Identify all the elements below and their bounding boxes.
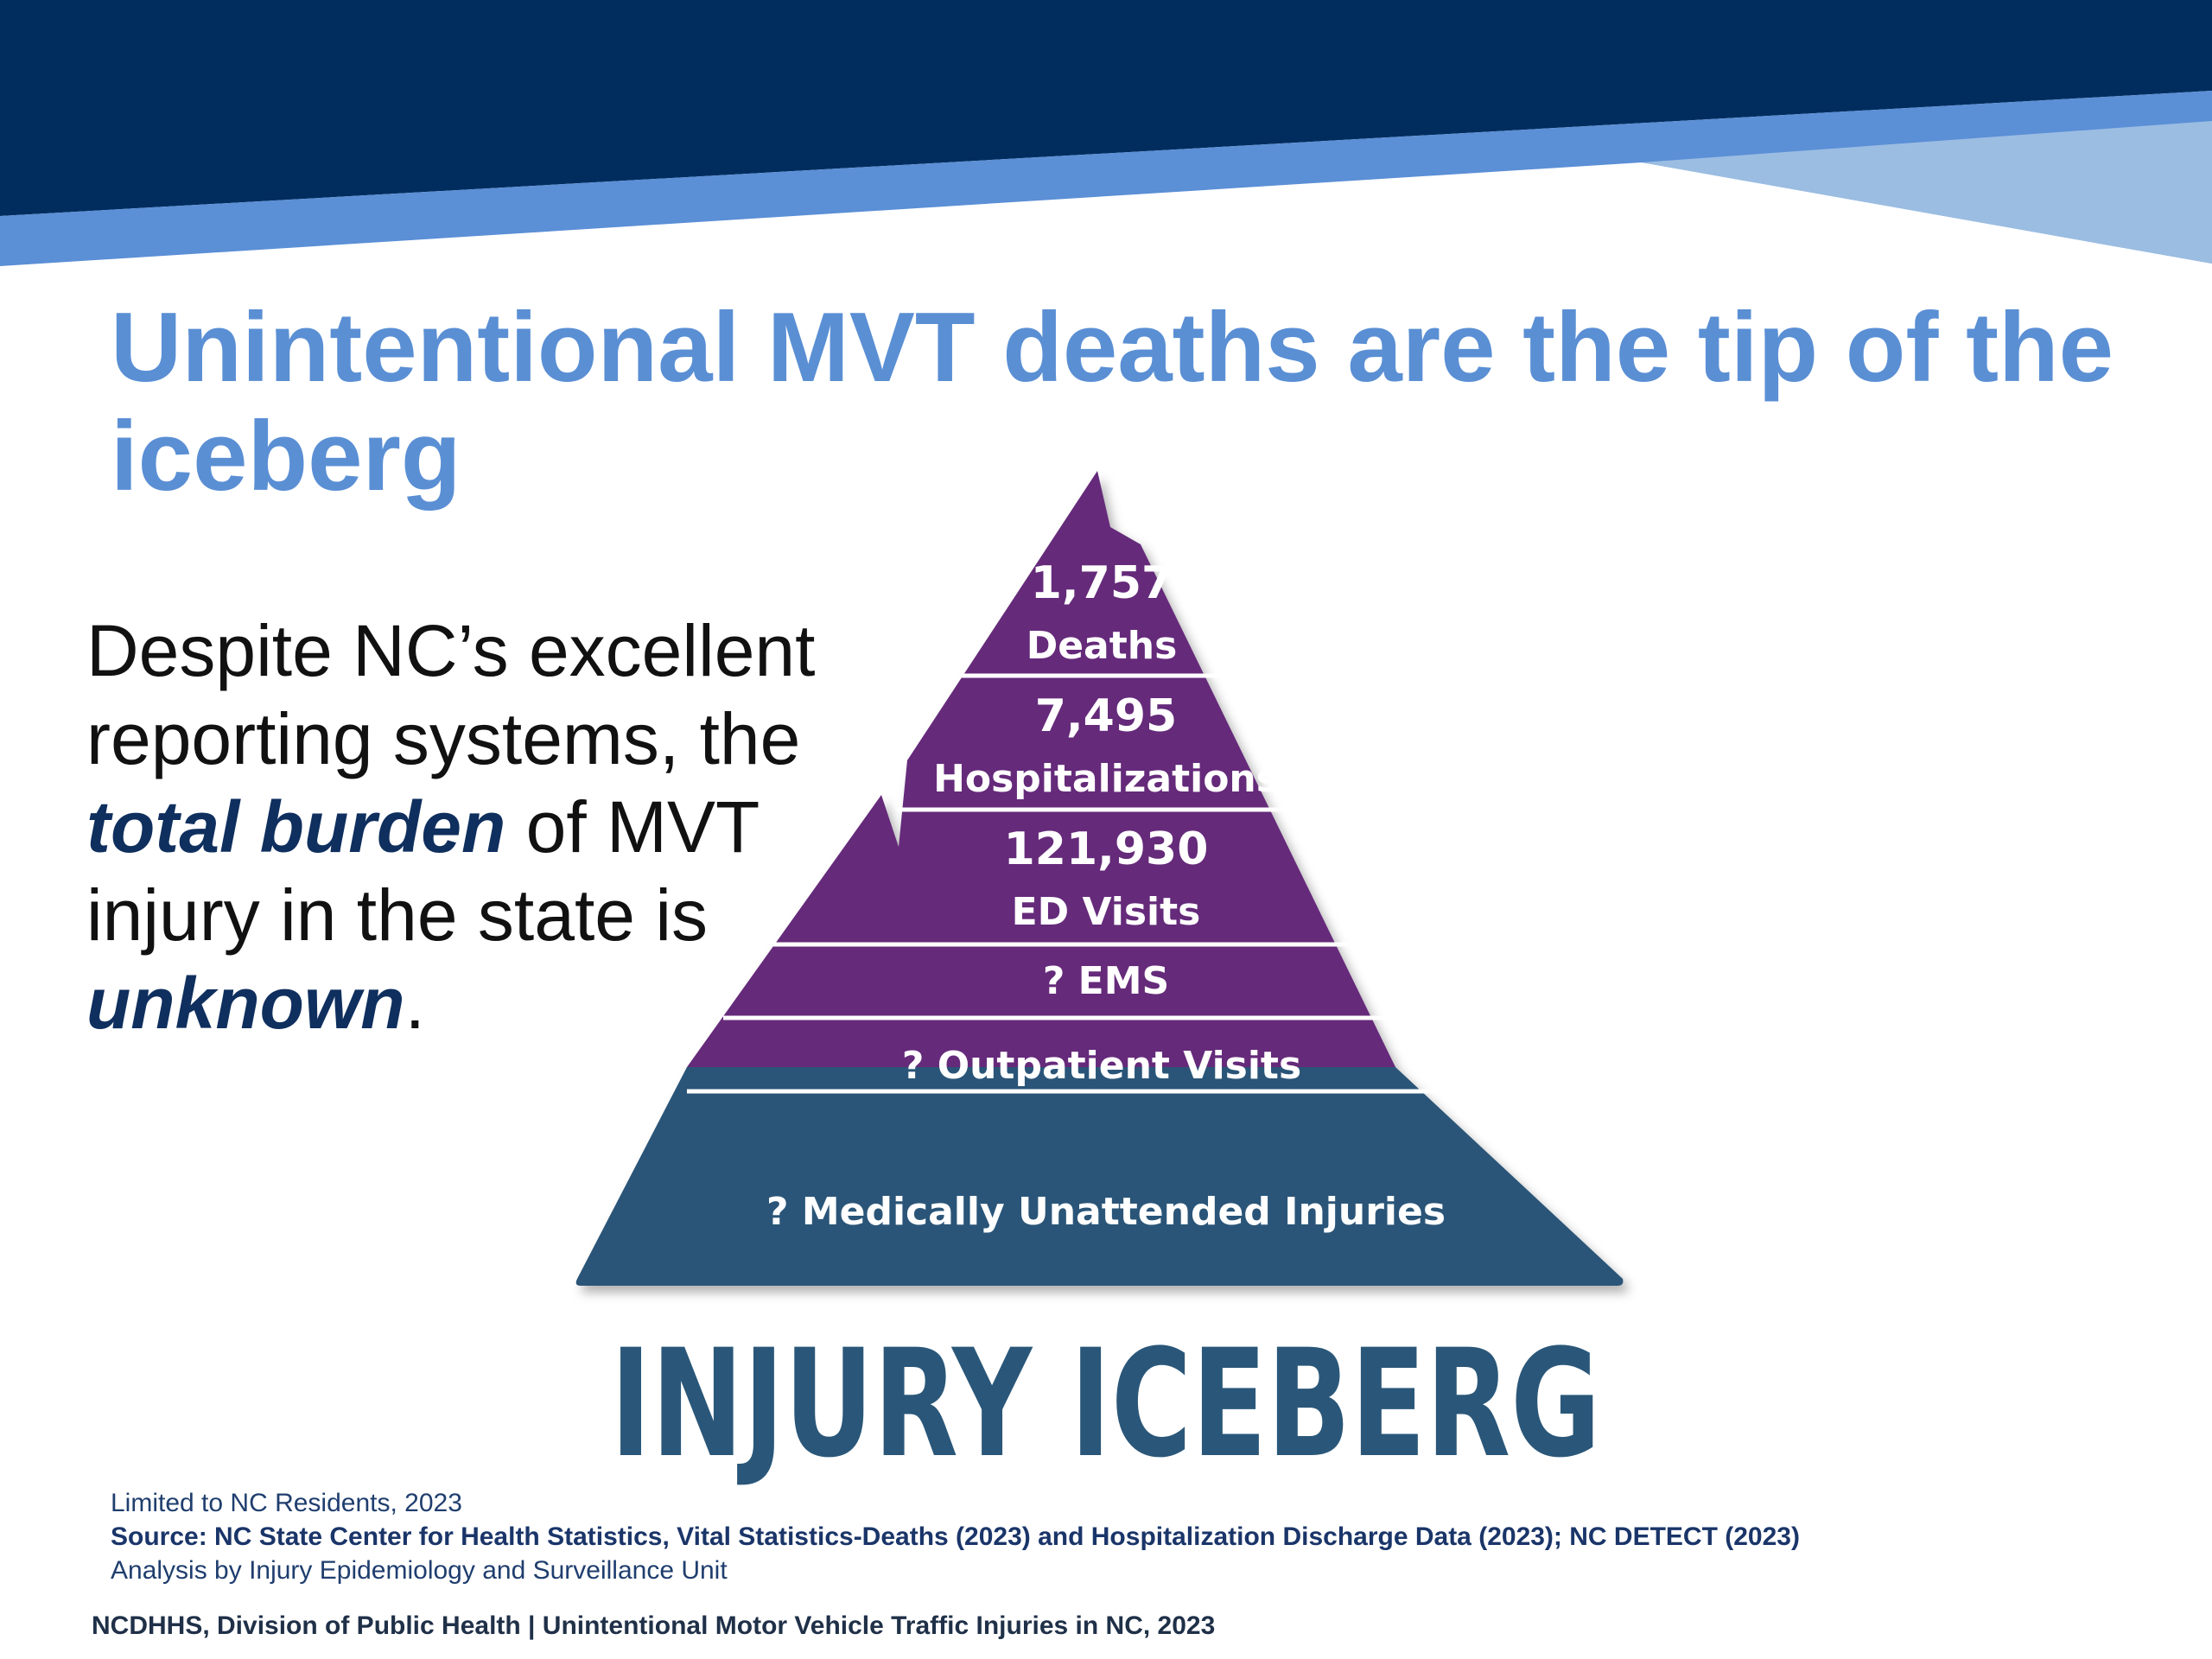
emphasis-unknown: unknown — [86, 963, 405, 1044]
tier-deaths-value: 1,757 — [1030, 557, 1173, 609]
body-text: Despite NC’s excellent reporting systems, the total burden of MVT injury in the state is unknown. — [86, 610, 816, 1044]
iceberg-diagram — [553, 458, 1659, 1313]
tier-ed-visits-label: ED Visits — [1011, 890, 1201, 934]
tier-outpatient-label: ? Outpatient Visits — [901, 1044, 1302, 1088]
page-title: Unintentional MVT deaths are the tip of the iceberg — [111, 293, 2114, 512]
source-notes — [111, 1486, 2167, 1587]
tier-hospitalizations-value: 7,495 — [1034, 690, 1178, 742]
footer: NCDHHS, Division of Public Health | Unintentional Motor Vehicle Traffic Injuries in NC, 2023 — [92, 1611, 1216, 1640]
tier-unattended-label: ? Medically Unattended Injuries — [766, 1190, 1446, 1234]
source-note-citation: Source: NC State Center for Health Statistics, Vital Statistics-Deaths (2023) and Hospitalization Discharge Data (2023); NC DETECT (2023) — [111, 1522, 1800, 1551]
iceberg-caption: INJURY ICEBERG — [610, 1317, 1602, 1491]
iceberg-base — [576, 1067, 1624, 1286]
emphasis-total-burden: total burden — [86, 786, 506, 868]
tier-hospitalizations-label: Hospitalizations — [933, 757, 1279, 801]
tier-ems-label: ? EMS — [1042, 959, 1170, 1003]
source-note-scope: Limited to NC Residents, 2023 — [111, 1489, 462, 1517]
tier-deaths-label: Deaths — [1026, 624, 1178, 668]
tier-ed-visits-value: 121,930 — [1003, 823, 1209, 875]
source-note-analysis: Analysis by Injury Epidemiology and Surveillance Unit — [111, 1556, 728, 1585]
header-banner — [0, 0, 2212, 276]
